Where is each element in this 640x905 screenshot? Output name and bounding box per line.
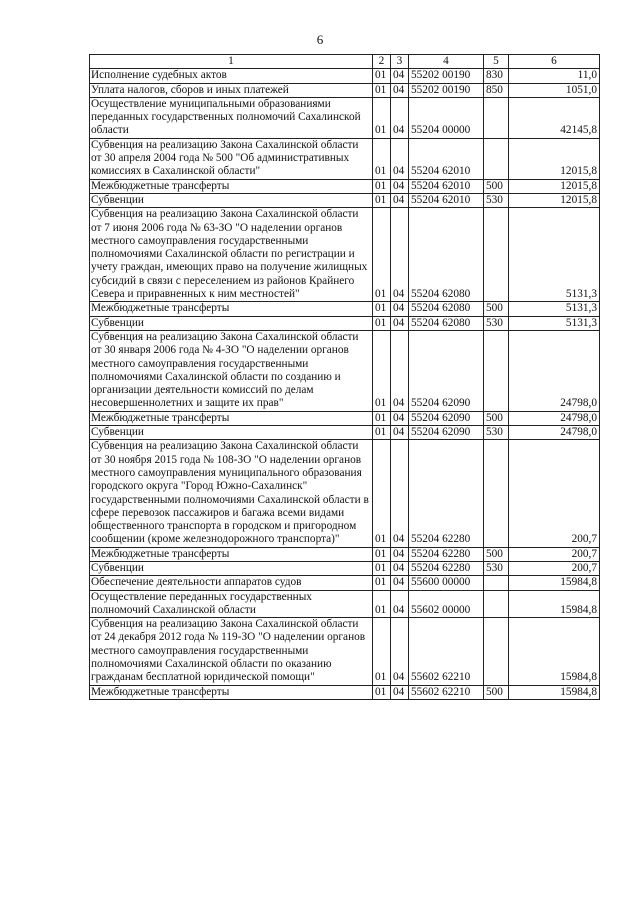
column-header-4: 4 [409,55,484,69]
row-expense-type-cell: 850 [484,83,509,97]
row-expense-type-cell: 530 [484,561,509,575]
row-target-article-cell: 55602 62210 [409,685,484,699]
row-subsection-cell: 04 [391,69,409,83]
row-amount-cell: 42145,8 [509,97,600,138]
row-target-article-cell: 55202 00190 [409,69,484,83]
row-name-cell: Межбюджетные трансферты [90,179,373,193]
column-header-6: 6 [509,55,600,69]
row-name-cell: Межбюджетные трансферты [90,302,373,316]
row-target-article-cell: 55204 62010 [409,193,484,207]
row-subsection-cell: 04 [391,138,409,179]
row-name-cell: Субвенция на реализацию Закона Сахалинской области от 30 ноября 2015 года № 108-ЗО "О наделении органов местного самоуправления муниципального образования городского округа "Город Южно-Сахалинск" государственными полномочиями Сахалинской области в сфере перевозок пассажиров и багажа всеми видами общественного транспорта в городском и пригородном сообщении (кроме железнодорожного транспорта)" [90,440,373,547]
column-header-3: 3 [391,55,409,69]
row-target-article-cell: 55204 62010 [409,138,484,179]
row-expense-type-cell: 530 [484,426,509,440]
row-amount-cell: 12015,8 [509,193,600,207]
table-row [90,179,600,193]
table-row [90,316,600,330]
table-row [90,440,600,547]
row-amount-cell: 15984,8 [509,590,600,618]
row-subsection-cell: 04 [391,411,409,425]
row-section-cell: 01 [373,685,391,699]
row-subsection-cell: 04 [391,590,409,618]
row-section-cell: 01 [373,426,391,440]
row-target-article-cell: 55602 00000 [409,590,484,618]
row-name-cell: Субвенция на реализацию Закона Сахалинской области от 30 апреля 2004 года № 500 "Об административных комиссиях в Сахалинской области" [90,138,373,179]
row-expense-type-cell: 500 [484,685,509,699]
row-subsection-cell: 04 [391,685,409,699]
table-row [90,426,600,440]
table-row [90,618,600,685]
row-section-cell: 01 [373,618,391,685]
row-expense-type-cell [484,618,509,685]
row-name-cell: Межбюджетные трансферты [90,411,373,425]
row-section-cell: 01 [373,97,391,138]
table-row [90,193,600,207]
row-subsection-cell: 04 [391,208,409,302]
row-name-cell: Субвенция на реализацию Закона Сахалинской области от 24 декабря 2012 года № 119-ЗО "О наделении органов местного самоуправления государственными полномочиями Сахалинской области по оказанию гражданам бесплатной юридической помощи" [90,618,373,685]
row-expense-type-cell [484,97,509,138]
table-row [90,576,600,590]
row-target-article-cell: 55204 62010 [409,179,484,193]
table-row [90,138,600,179]
row-name-cell: Межбюджетные трансферты [90,547,373,561]
header-row [90,55,600,69]
table-row [90,69,600,83]
row-amount-cell: 15984,8 [509,576,600,590]
row-amount-cell: 15984,8 [509,618,600,685]
row-target-article-cell: 55204 62090 [409,411,484,425]
budget-table [89,54,600,700]
row-target-article-cell: 55204 62090 [409,426,484,440]
row-expense-type-cell: 500 [484,411,509,425]
row-section-cell: 01 [373,411,391,425]
row-expense-type-cell: 830 [484,69,509,83]
row-amount-cell: 5131,3 [509,302,600,316]
table-row [90,302,600,316]
row-expense-type-cell: 530 [484,316,509,330]
row-amount-cell: 15984,8 [509,685,600,699]
row-subsection-cell: 04 [391,193,409,207]
row-amount-cell: 12015,8 [509,138,600,179]
row-section-cell: 01 [373,69,391,83]
row-name-cell: Исполнение судебных актов [90,69,373,83]
row-section-cell: 01 [373,440,391,547]
row-target-article-cell: 55204 62080 [409,302,484,316]
row-section-cell: 01 [373,547,391,561]
row-name-cell: Субвенции [90,193,373,207]
row-amount-cell: 24798,0 [509,411,600,425]
row-subsection-cell: 04 [391,440,409,547]
row-target-article-cell: 55600 00000 [409,576,484,590]
row-subsection-cell: 04 [391,316,409,330]
row-target-article-cell: 55204 62080 [409,208,484,302]
row-amount-cell: 200,7 [509,547,600,561]
row-section-cell: 01 [373,179,391,193]
row-target-article-cell: 55204 62280 [409,561,484,575]
row-subsection-cell: 04 [391,547,409,561]
row-expense-type-cell: 500 [484,179,509,193]
row-amount-cell: 200,7 [509,440,600,547]
row-name-cell: Осуществление муниципальными образованиями переданных государственных полномочий Сахалинской области [90,97,373,138]
row-name-cell: Межбюджетные трансферты [90,685,373,699]
row-target-article-cell: 55602 62210 [409,618,484,685]
table-row [90,97,600,138]
row-subsection-cell: 04 [391,426,409,440]
table-row [90,83,600,97]
table-row [90,685,600,699]
row-expense-type-cell [484,208,509,302]
row-amount-cell: 12015,8 [509,179,600,193]
table-row [90,561,600,575]
row-expense-type-cell [484,440,509,547]
row-amount-cell: 24798,0 [509,426,600,440]
row-amount-cell: 5131,3 [509,316,600,330]
row-target-article-cell: 55202 00190 [409,83,484,97]
column-header-1: 1 [90,55,373,69]
row-name-cell: Субвенции [90,561,373,575]
table-row [90,208,600,302]
row-amount-cell: 24798,0 [509,330,600,411]
row-expense-type-cell [484,590,509,618]
row-expense-type-cell: 500 [484,547,509,561]
row-subsection-cell: 04 [391,330,409,411]
row-section-cell: 01 [373,83,391,97]
row-section-cell: 01 [373,208,391,302]
row-subsection-cell: 04 [391,179,409,193]
table-row [90,411,600,425]
row-expense-type-cell: 500 [484,302,509,316]
row-expense-type-cell: 530 [484,193,509,207]
row-expense-type-cell [484,138,509,179]
row-section-cell: 01 [373,330,391,411]
table-row [90,330,600,411]
row-section-cell: 01 [373,576,391,590]
row-subsection-cell: 04 [391,302,409,316]
row-expense-type-cell [484,576,509,590]
row-name-cell: Уплата налогов, сборов и иных платежей [90,83,373,97]
row-subsection-cell: 04 [391,618,409,685]
row-name-cell: Осуществление переданных государственных полномочий Сахалинской области [90,590,373,618]
row-section-cell: 01 [373,193,391,207]
row-amount-cell: 11,0 [509,69,600,83]
row-section-cell: 01 [373,138,391,179]
row-name-cell: Субвенция на реализацию Закона Сахалинской области от 30 января 2006 года № 4-ЗО "О наделении органов местного самоуправления государственными полномочиями Сахалинской области по созданию и организации деятельности комиссий по делам несовершеннолетних и защите их прав" [90,330,373,411]
row-target-article-cell: 55204 62280 [409,440,484,547]
row-name-cell: Обеспечение деятельности аппаратов судов [90,576,373,590]
table-body [90,69,600,700]
row-subsection-cell: 04 [391,561,409,575]
row-subsection-cell: 04 [391,97,409,138]
row-target-article-cell: 55204 62280 [409,547,484,561]
row-section-cell: 01 [373,316,391,330]
row-amount-cell: 1051,0 [509,83,600,97]
row-target-article-cell: 55204 00000 [409,97,484,138]
row-section-cell: 01 [373,561,391,575]
row-amount-cell: 5131,3 [509,208,600,302]
row-name-cell: Субвенции [90,426,373,440]
table-row [90,547,600,561]
row-name-cell: Субвенция на реализацию Закона Сахалинской области от 7 июня 2006 года № 63-ЗО "О наделении органов местного самоуправления государственными полномочиями Сахалинской области по регистрации и учету граждан, имеющих право на получение жилищных субсидий в связи с переселением из районов Крайнего Севера и приравненных к ним местностей" [90,208,373,302]
table-row [90,590,600,618]
row-target-article-cell: 55204 62090 [409,330,484,411]
row-target-article-cell: 55204 62080 [409,316,484,330]
page-number: 6 [316,32,324,47]
row-name-cell: Субвенции [90,316,373,330]
row-section-cell: 01 [373,590,391,618]
row-expense-type-cell [484,330,509,411]
row-subsection-cell: 04 [391,576,409,590]
column-header-5: 5 [484,55,509,69]
row-amount-cell: 200,7 [509,561,600,575]
column-header-2: 2 [373,55,391,69]
row-subsection-cell: 04 [391,83,409,97]
row-section-cell: 01 [373,302,391,316]
